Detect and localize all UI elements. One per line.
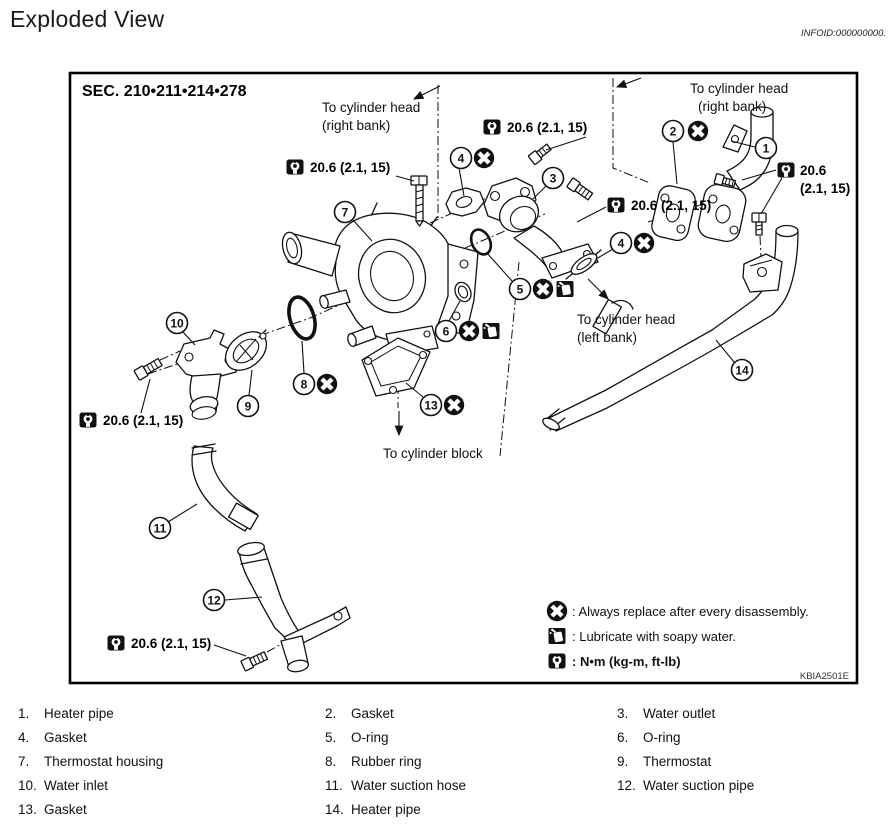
svg-text:To cylinder head: To cylinder head [690, 81, 789, 96]
svg-text:1: 1 [762, 141, 770, 156]
part-item-2: 2. Gasket [325, 706, 394, 721]
part-item-12: 12. Water suction pipe [617, 778, 755, 793]
svg-text:20.6 (2.1, 15): 20.6 (2.1, 15) [507, 120, 588, 135]
svg-text:2: 2 [669, 124, 677, 139]
infoid-label: INFOID:000000000. [800, 28, 886, 39]
svg-text:20.6: 20.6 [800, 163, 827, 178]
svg-text:4: 4 [617, 236, 625, 251]
svg-text:(2.1, 15): (2.1, 15) [800, 181, 851, 196]
svg-text:4: 4 [457, 151, 465, 166]
svg-text:20.6 (2.1, 15): 20.6 (2.1, 15) [131, 636, 212, 651]
part-item-3: 3. Water outlet [617, 706, 716, 721]
legend-lubricate-text: : Lubricate with soapy water. [572, 629, 737, 644]
legend-replace-text: : Always replace after every disassembly. [572, 604, 809, 619]
svg-text:7: 7 [341, 205, 349, 220]
svg-text:(right bank): (right bank) [698, 99, 767, 114]
svg-text:20.6 (2.1, 15): 20.6 (2.1, 15) [310, 160, 391, 175]
svg-text:20.6 (2.1, 15): 20.6 (2.1, 15) [103, 413, 184, 428]
svg-text:3: 3 [549, 171, 557, 186]
svg-text:11: 11 [153, 521, 167, 536]
legend-torque-text: : N•m (kg-m, ft-lb) [572, 654, 681, 669]
svg-text:To cylinder head: To cylinder head [322, 100, 421, 115]
svg-text:(left bank): (left bank) [577, 330, 638, 345]
svg-text:5: 5 [516, 282, 524, 297]
svg-text:To cylinder block: To cylinder block [383, 446, 483, 461]
part-item-1: 1. Heater pipe [18, 706, 114, 721]
parts-list [0, 702, 890, 822]
part-item-4: 4. Gasket [18, 730, 87, 745]
svg-text:(right bank): (right bank) [322, 118, 391, 133]
part-item-11: 11. Water suction hose [325, 778, 467, 793]
svg-text:9: 9 [244, 399, 252, 414]
svg-text:20.6 (2.1, 15): 20.6 (2.1, 15) [631, 198, 712, 213]
part-item-7: 7. Thermostat housing [18, 754, 164, 769]
figure-code: KBIA2501E [799, 671, 849, 682]
part-item-8: 8. Rubber ring [325, 754, 422, 769]
section-label: SEC. 210•211•214•278 [82, 83, 247, 100]
part-item-14: 14. Heater pipe [325, 802, 421, 817]
part-item-10: 10. Water inlet [18, 778, 109, 793]
part-item-6: 6. O-ring [617, 730, 681, 745]
part-item-13: 13. Gasket [18, 802, 87, 817]
page-title: Exploded View [10, 6, 165, 32]
svg-text:To cylinder head: To cylinder head [577, 312, 676, 327]
svg-text:14: 14 [735, 363, 749, 378]
svg-text:6: 6 [442, 324, 450, 339]
part-item-5: 5. O-ring [325, 730, 389, 745]
svg-text:12: 12 [207, 593, 221, 608]
part-item-9: 9. Thermostat [617, 754, 712, 769]
svg-text:10: 10 [170, 316, 184, 331]
svg-text:8: 8 [300, 377, 308, 392]
svg-text:13: 13 [424, 398, 438, 413]
